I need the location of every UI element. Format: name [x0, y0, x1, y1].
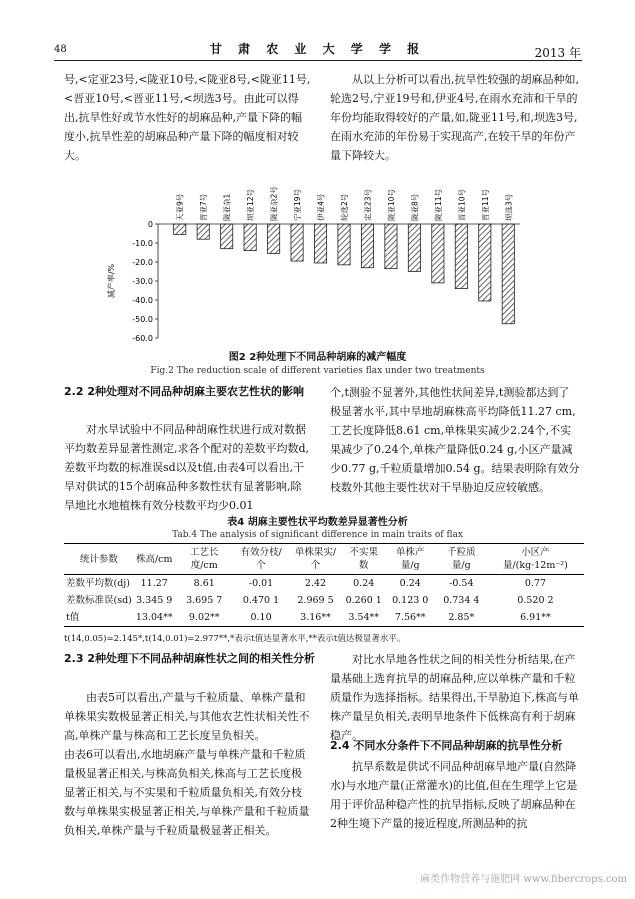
- bar: [221, 224, 233, 249]
- table-cell: 6.91**: [487, 609, 584, 627]
- table-cell: 3.54**: [343, 609, 385, 627]
- category-label: 陇亚8号: [410, 193, 420, 221]
- table-header-cell: 小区产量/(kg·12m⁻²): [487, 544, 584, 575]
- bar: [455, 224, 467, 289]
- reduction-chart: [100, 168, 540, 343]
- y-tick-label: -50.0: [132, 315, 153, 324]
- category-label: 陇亚杂1: [222, 193, 232, 221]
- bar: [338, 224, 350, 265]
- category-label: 晋亚7号: [199, 193, 209, 221]
- y-tick-label: -60.0: [132, 334, 153, 343]
- table-cell: 2.42: [304, 578, 327, 589]
- watermark: 麻类作物营养与施肥网 www.fibercrops.com: [420, 874, 627, 885]
- table-cell: 3.345 9: [136, 595, 173, 606]
- table-cell: 7.56**: [385, 609, 436, 627]
- table-header-cell: 株高/cm: [134, 544, 175, 575]
- category-label: 晋亚10号: [457, 188, 467, 221]
- bar: [432, 224, 444, 283]
- figure-caption-zh: 图2 2种处理下不同品种胡麻的减产幅度: [228, 352, 407, 363]
- bar: [291, 224, 303, 261]
- category-label: 陇亚杂2号: [269, 186, 279, 221]
- year: 2013 年: [534, 46, 581, 60]
- table-cell: 0.77: [524, 578, 546, 589]
- table-row: [64, 609, 584, 627]
- category-label: 晋亚11号: [480, 188, 490, 221]
- category-label: 定亚23号: [363, 188, 373, 221]
- table-cell: 0.260 1: [345, 595, 382, 606]
- bar: [197, 224, 209, 239]
- table-row: [64, 575, 584, 593]
- table-header-cell: 单株果实/个: [288, 544, 342, 575]
- bar: [361, 224, 373, 268]
- table-cell: 0.520 2: [517, 595, 554, 606]
- category-label: 伊亚4号: [316, 193, 326, 221]
- page-number: 48: [54, 44, 67, 55]
- section-2-3-right: 对比水旱地各性状之间的相关性分析结果,在产量基础上选育抗旱的胡麻品种,应以单株产量和千粒质量作为选择指标。结果得出,干旱胁迫下,株高与单株产量呈负相关,表明旱地条件下低株高有利于胡麻稳产。: [330, 653, 579, 742]
- bar: [267, 224, 279, 253]
- section-2-3-title: 2.3 2种处理下不同品种胡麻性状之间的相关性分析: [64, 652, 315, 665]
- bar: [479, 224, 491, 301]
- table-cell: 3.16**: [288, 609, 342, 627]
- table-cell: -0.01: [248, 578, 274, 589]
- category-label: 轮选2号: [340, 193, 349, 221]
- table-cell: 0.734 4: [443, 595, 480, 606]
- table-cell: 差数标准误(sd): [66, 595, 132, 606]
- section-2-2-right: 个,t测验不显著外,其他性状间差异,t测验都达到了极显著水平,其中旱地胡麻株高平均降低11.27 cm,工艺长度降低8.61 cm,单株果实减少2.24个,不实果减少了0.24个,单株产量降低0.24 g,小区产量减少0.77 g,千粒质量增加0.54 g。结果表明除有效分枝数外其他主要性状对干旱胁迫反应较敏感。: [330, 386, 580, 494]
- y-tick-label: -40.0: [132, 296, 153, 305]
- table-header-cell: 工艺长度/cm: [175, 544, 234, 575]
- bar: [502, 224, 514, 324]
- bar: [314, 224, 326, 263]
- table-cell: 8.61: [193, 578, 215, 589]
- table-header-cell: 统计参数: [64, 544, 134, 575]
- table-cell: 差数平均数(dj): [66, 578, 130, 589]
- table-cell: t值: [64, 609, 134, 627]
- table-cell: 0.123 0: [392, 595, 429, 606]
- y-axis-label: 减产率/%: [107, 263, 116, 299]
- table-cell: -0.54: [449, 578, 474, 589]
- table-cell: 0.24: [353, 578, 375, 589]
- category-label: 坝亚12号: [246, 188, 256, 221]
- category-label: 宁亚19号: [293, 188, 303, 221]
- table-note: t(14,0.05)=2.145*,t(14,0.01)=2.977**,*表示t值达显著水平,**表示t值达极显著水平。: [64, 634, 406, 644]
- category-label: 天亚9号: [175, 193, 185, 221]
- y-tick-label: 0: [147, 220, 153, 229]
- bar: [244, 224, 256, 251]
- category-label: 陇亚10号: [386, 188, 396, 221]
- table-cell: 2.969 5: [297, 595, 334, 606]
- bar: [174, 224, 186, 234]
- section-2-2-title: 2.2 2种处理对不同品种胡麻主要农艺性状的影响: [64, 385, 304, 398]
- y-tick-label: -30.0: [132, 277, 153, 286]
- category-label: 坝选3号: [504, 193, 514, 221]
- section-2-4-title: 2.4 不同水分条件下不同品种胡麻的抗旱性分析: [330, 739, 563, 752]
- table-header-cell: 不实果数: [343, 544, 385, 575]
- table-cell: 0.10: [234, 609, 288, 627]
- section-2-4-right: 抗旱系数是供试不同品种胡麻旱地产量(自然降水)与水地产量(正常灌水)的比值,但在生理学上它是用于评价品种稳产性的抗旱指标,反映了胡麻品种在2种生境下产量的接近程度,所测品种的抗: [330, 760, 578, 830]
- table-cell: 3.695 7: [186, 595, 223, 606]
- y-tick-label: -10.0: [132, 239, 153, 248]
- table-cell: 9.02**: [175, 609, 234, 627]
- table-caption-en: Tab.4 The analysis of significant difference in main traits of flax: [172, 530, 463, 540]
- right-top-paragraph: 从以上分析可以看出,抗旱性较强的胡麻品种如,轮选2号,宁亚19号和,伊亚4号,在雨水充沛和干旱的年份均能取得较好的产量,如,陇亚11号,和,坝选3号,在雨水充沛的年份易于实现高产,在较干旱的年份产量下降较大。: [330, 73, 579, 162]
- table-cell: 2.85*: [436, 609, 487, 627]
- y-tick-label: -20.0: [132, 258, 153, 267]
- table-cell: 0.470 1: [242, 595, 280, 606]
- section-2-2-left: 对水旱试验中不同品种胡麻性状进行成对数据平均数差异显著性测定,求各个配对的差数平均数d,差数平均数的标准误sd以及t值,由表4可以看出,干旱对供试的15个胡麻品种多数性状有显著影响,除旱地比水地植株有效分枝数平均少0.01: [64, 423, 310, 512]
- bar: [385, 224, 397, 269]
- left-top-paragraph: 号,<定亚23号,<陇亚10号,<陇亚8号,<陇亚11号,<晋亚10号,<晋亚11号,<坝选3号。由此可以得出,抗旱性好或节水性好的胡麻品种,产量下降的幅度小,抗旱性差的胡麻品种产量下降的幅度相对较大。: [64, 73, 311, 162]
- table-4: [64, 543, 584, 627]
- table-header-cell: 千粒质量/g: [436, 544, 487, 575]
- figure-caption-en: Fig.2 The reduction scale of different varieties flax under two treatments: [150, 366, 485, 376]
- bar: [408, 224, 420, 272]
- journal-title: 甘 肃 农 业 大 学 学 报: [209, 42, 426, 56]
- table-header-cell: 单株产量/g: [385, 544, 436, 575]
- header-rule: [54, 60, 582, 61]
- table-cell: 11.27: [140, 578, 168, 589]
- category-label: 陇亚11号: [433, 188, 443, 221]
- table-cell: 13.04**: [134, 609, 175, 627]
- table-caption-zh: 表4 胡麻主要性状平均数差异显著性分析: [227, 517, 408, 528]
- table-header-cell: 有效分枝/个: [234, 544, 288, 575]
- table-cell: 0.24: [399, 578, 421, 589]
- section-2-3-left: 由表5可以看出,产量与千粒质量、单株产量和单株果实数极显著正相关,与其他农艺性状相关性不高,单株产量与株高和工艺长度呈负相关。 由表6可以看出,水地胡麻产量与单株产量和千粒质量极显著正相关,与株高负相关,株高与工艺长度极显著正相关,与不实果和千粒质量负相关,有效分枝数与单株果实极显著正相关,与单株产量和千粒质量负相关,单株产量与千粒质量极显著正相关。: [64, 691, 310, 837]
- table-row: [64, 592, 584, 609]
